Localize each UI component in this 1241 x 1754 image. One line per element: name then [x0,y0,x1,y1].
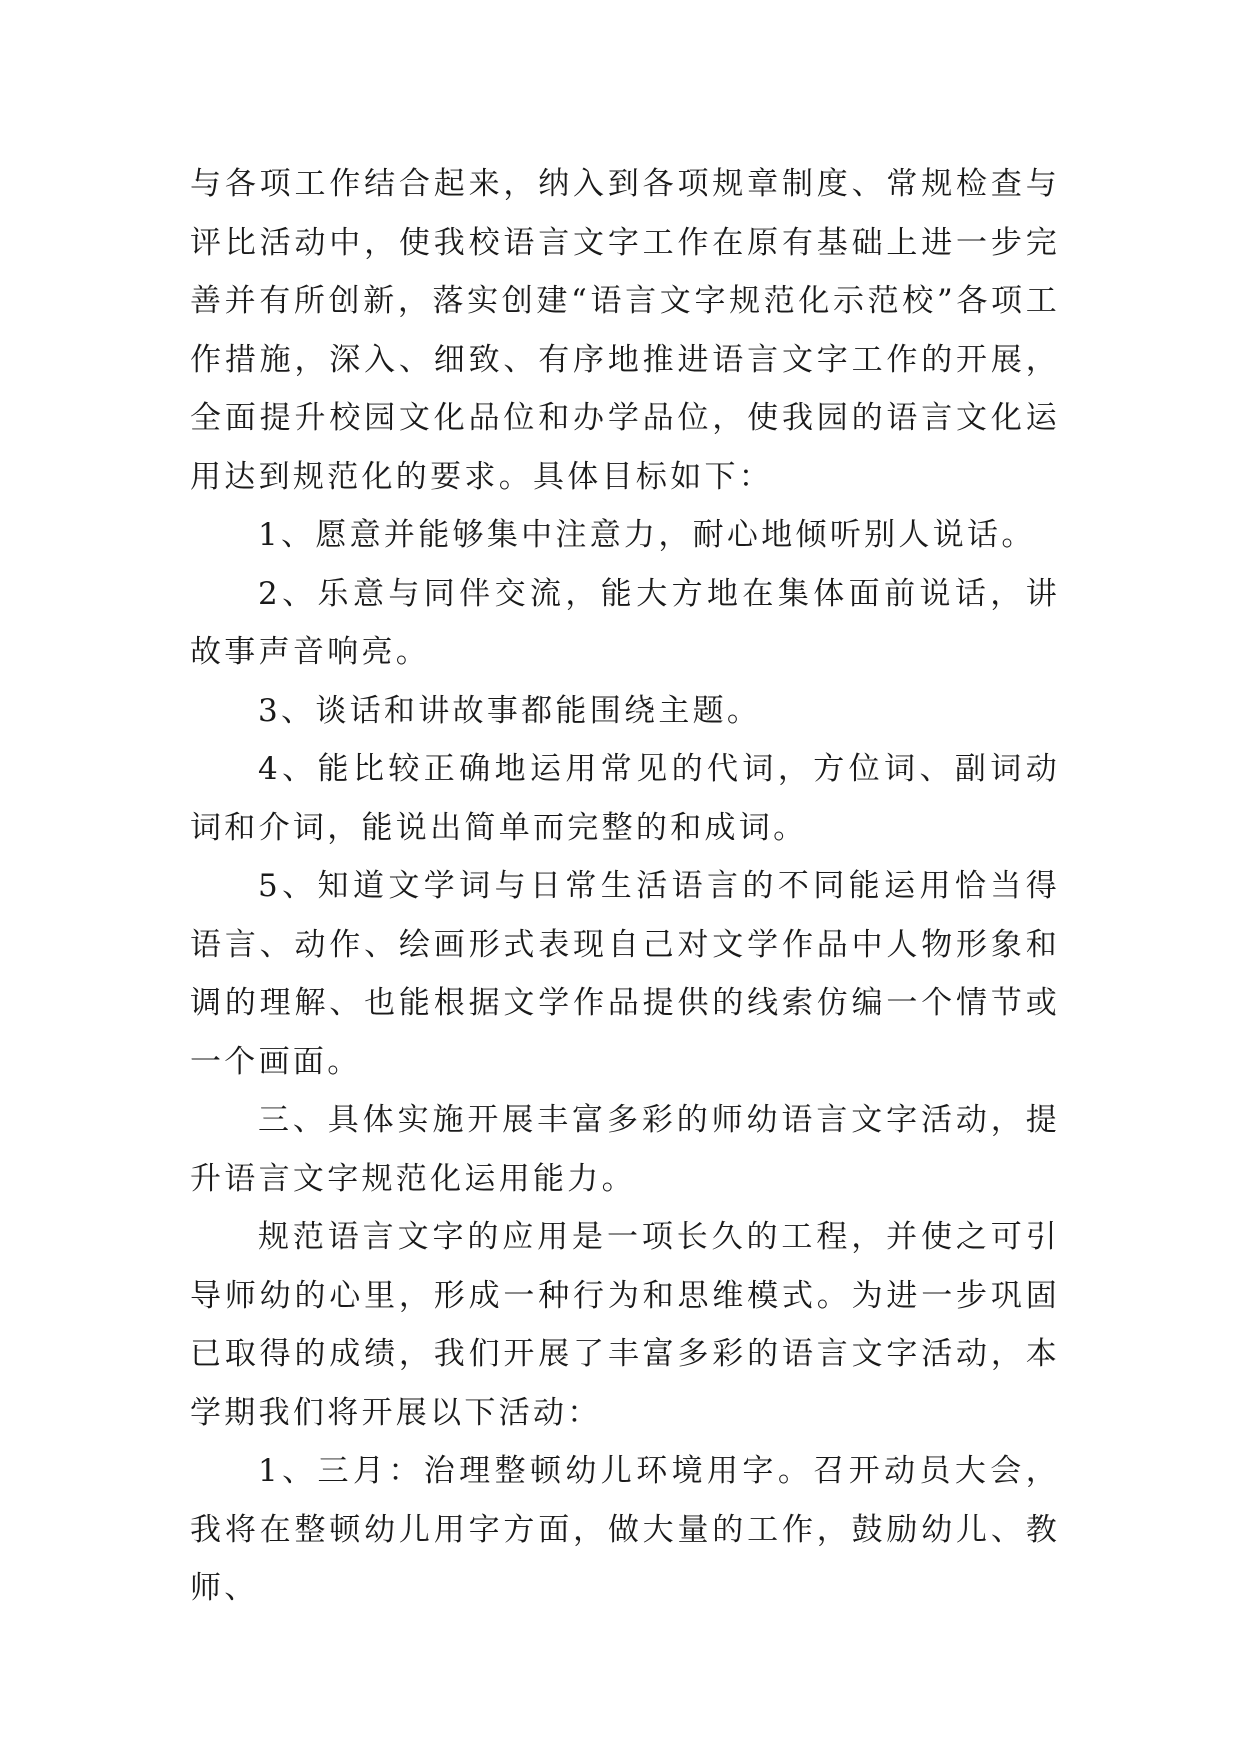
document-body [190,155,1060,1618]
goal-item-5: 5、知道文学词与日常生活语言的不同能运用恰当得语言、动作、绘画形式表现自己对文学作品中人物形象和调的理解、也能根据文学作品提供的线索仿编一个情节或一个画面。 [190,868,1060,1080]
paragraph-activities: 规范语言文字的应用是一项长久的工程，并使之可引导师幼的心里，形成一种行为和思维模式。为进一步巩固已取得的成绩，我们开展了丰富多彩的语言文字活动，本学期我们将开展以下活动： [190,1219,1060,1431]
paragraph-intro: 与各项工作结合起来，纳入到各项规章制度、常规检查与评比活动中，使我校语言文字工作在原有基础上进一步完善并有所创新，落实创建“语言文字规范化示范校”各项工作措施，深入、细致、有序地推进语言文字工作的开展，全面提升校园文化品位和办学品位，使我园的语言文化运用达到规范化的要求。具体目标如下： [190,166,1060,495]
goal-item-2: 2、乐意与同伴交流，能大方地在集体面前说话，讲故事声音响亮。 [190,575,1060,670]
goal-item-4: 4、能比较正确地运用常见的代词，方位词、副词动词和介词，能说出简单而完整的和成词。 [190,751,1060,846]
activity-item-march: 1、三月：治理整顿幼儿环境用字。召开动员大会，我将在整顿幼儿用字方面，做大量的工作，鼓励幼儿、教师、 [190,1453,1060,1606]
goal-item-3: 3、谈话和讲故事都能围绕主题。 [258,692,762,729]
goal-item-1: 1、愿意并能够集中注意力，耐心地倾听别人说话。 [258,517,1036,553]
section-heading-3: 三、具体实施开展丰富多彩的师幼语言文字活动，提升语言文字规范化运用能力。 [190,1102,1060,1197]
